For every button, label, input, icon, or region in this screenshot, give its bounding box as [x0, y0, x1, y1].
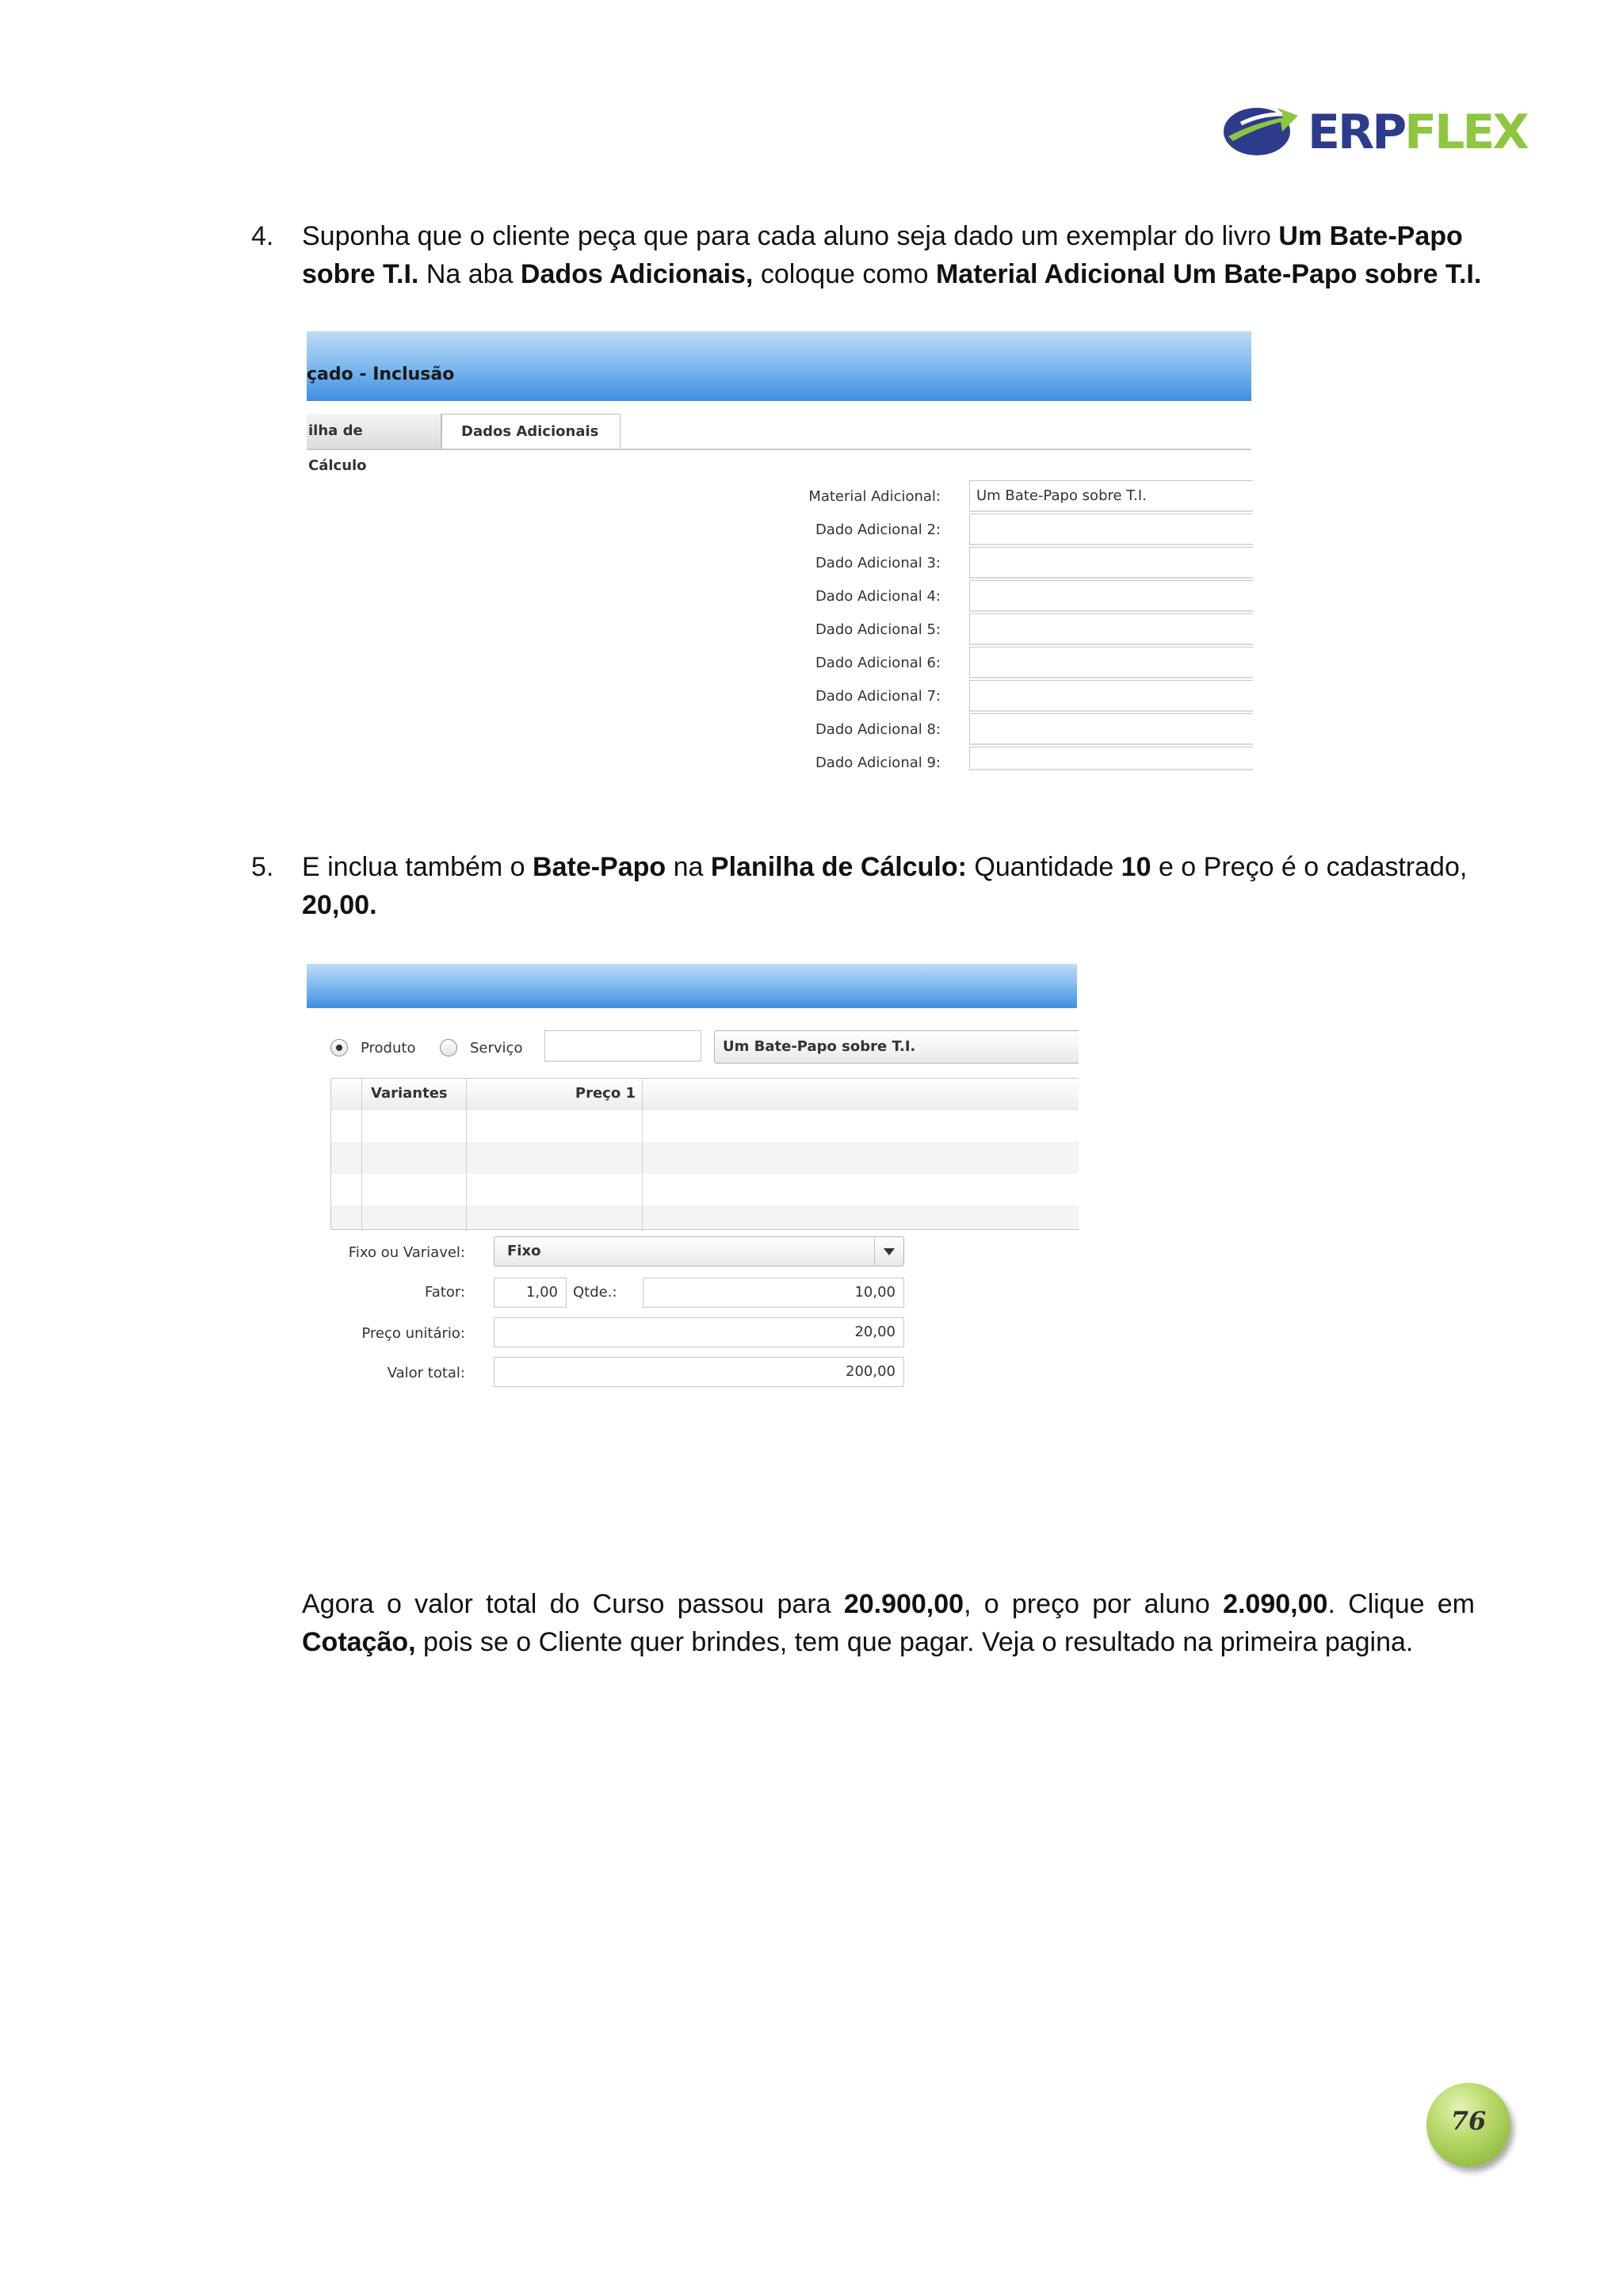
field-input-3[interactable] [969, 547, 1253, 579]
step5-line2 [302, 886, 1491, 924]
field-label-7: Dado Adicional 7: [815, 688, 941, 705]
field-label-8: Dado Adicional 8: [815, 721, 941, 738]
valor-total-label: Valor total: [387, 1365, 465, 1381]
page-number: 76 [1450, 2106, 1487, 2136]
text-run: pois se o Cliente quer brindes, tem que pagar. Veja o resultado na primeira pagina. [415, 1627, 1414, 1657]
field-input-7[interactable] [969, 680, 1253, 712]
chevron-down-icon[interactable] [874, 1237, 903, 1266]
qtde-input[interactable]: 10,00 [643, 1278, 904, 1308]
fixo-ou-variavel-select[interactable] [494, 1236, 904, 1266]
product-name-field[interactable]: Um Bate-Papo sobre T.I. [714, 1030, 1079, 1064]
field-input-9[interactable] [969, 747, 1253, 770]
radio-produto-label: Produto [361, 1040, 416, 1056]
text-run: 2.090,00 [1223, 1589, 1328, 1619]
step4-line1 [302, 217, 1491, 255]
grid-col-divider [642, 1079, 643, 1229]
fixo-ou-variavel-value: Fixo [507, 1243, 541, 1259]
logo-wordmark [1308, 105, 1527, 160]
field-label-5: Dado Adicional 5: [815, 621, 941, 638]
grid-header-preco1[interactable]: Preço 1 [575, 1085, 636, 1102]
step5-line1 [302, 848, 1491, 886]
tab-bar [307, 414, 1251, 474]
step4-paragraph [302, 217, 1491, 293]
text-run: Agora o valor total do Curso passou para [302, 1589, 844, 1619]
text-run: sobre T.I. [302, 259, 419, 289]
field-label-6: Dado Adicional 6: [815, 655, 941, 671]
field-label-1: Material Adicional: [808, 488, 941, 505]
text-run: 20,00. [302, 890, 377, 920]
radio-servico[interactable] [440, 1039, 457, 1056]
closing-paragraph [302, 1585, 1475, 1661]
text-run: Planilha de Cálculo: [710, 852, 967, 882]
text-run: Na aba [418, 259, 521, 289]
table-row[interactable] [331, 1205, 1079, 1229]
step4-line2 [302, 255, 1491, 293]
text-run: , o preço por aluno [964, 1589, 1224, 1619]
step5-number: 5. [251, 852, 274, 882]
field-input-8[interactable] [969, 713, 1253, 745]
field-label-4: Dado Adicional 4: [815, 588, 941, 605]
window-titlebar [307, 331, 1251, 401]
text-run: na [666, 852, 711, 882]
radio-servico-label: Serviço [470, 1040, 523, 1056]
text-run: Um Bate-Papo [1278, 221, 1463, 251]
field-input-1[interactable]: Um Bate-Papo sobre T.I. [969, 480, 1253, 512]
product-code-input[interactable] [544, 1030, 701, 1062]
closing-line1 [302, 1585, 1475, 1623]
logo-flex: FLEX [1404, 105, 1527, 160]
window-titlebar-2 [307, 964, 1077, 1008]
text-run: . Clique em [1327, 1589, 1476, 1619]
window-title: çado - Inclusão [307, 365, 455, 384]
grid-col-divider [361, 1079, 362, 1229]
table-row[interactable] [331, 1174, 1079, 1205]
fator-input[interactable]: 1,00 [494, 1278, 567, 1308]
closing-line2 [302, 1623, 1475, 1661]
text-run: Dados Adicionais, [520, 259, 754, 289]
text-run: 10 [1121, 852, 1151, 882]
step5-paragraph [302, 848, 1491, 924]
field-label-9: Dado Adicional 9: [815, 755, 941, 771]
text-run: e o Preço é o cadastrado, [1151, 852, 1468, 882]
dados-adicionais-screenshot [307, 331, 1251, 775]
field-input-4[interactable] [969, 580, 1253, 612]
preco-unitario-input[interactable]: 20,00 [494, 1317, 904, 1347]
field-input-2[interactable] [969, 514, 1253, 545]
text-run: coloque como [753, 259, 936, 289]
logo-erp: ERP [1308, 105, 1405, 160]
erpflex-logo [1220, 100, 1527, 163]
page-number-badge [1426, 2083, 1510, 2167]
tab-dados-adicionais[interactable]: Dados Adicionais [441, 414, 621, 449]
text-run: Bate-Papo [533, 852, 666, 882]
field-input-6[interactable] [969, 647, 1253, 678]
table-row[interactable] [331, 1142, 1079, 1174]
radio-selected-dot [336, 1045, 342, 1051]
planilha-screenshot [307, 964, 1077, 1392]
text-run: E inclua também o [302, 852, 533, 882]
table-row[interactable] [331, 1110, 1079, 1142]
step4-number: 4. [251, 221, 274, 251]
valor-total-input[interactable]: 200,00 [494, 1357, 904, 1387]
tab-planilha-de-calculo[interactable]: ilha de Cálculo [307, 414, 441, 449]
field-label-2: Dado Adicional 2: [815, 521, 941, 538]
text-run: Quantidade [966, 852, 1121, 882]
fator-label: Fator: [425, 1284, 465, 1301]
field-input-5[interactable] [969, 613, 1253, 645]
text-run: 20.900,00 [843, 1589, 964, 1619]
text-run: Cotação, [302, 1627, 416, 1657]
grid-header-variantes[interactable]: Variantes [371, 1085, 448, 1102]
text-run: Suponha que o cliente peça que para cada aluno seja dado um exemplar do livro [302, 221, 1279, 251]
fixo-ou-variavel-label: Fixo ou Variavel: [348, 1244, 465, 1261]
preco-unitario-label: Preço unitário: [361, 1325, 465, 1342]
erpflex-swoosh-icon [1220, 100, 1300, 163]
text-run: Material Adicional Um Bate-Papo sobre T.I. [935, 259, 1482, 289]
variants-grid [330, 1078, 1079, 1230]
qtde-label: Qtde.: [573, 1284, 617, 1301]
field-label-3: Dado Adicional 3: [815, 555, 941, 571]
radio-produto[interactable] [330, 1039, 348, 1056]
